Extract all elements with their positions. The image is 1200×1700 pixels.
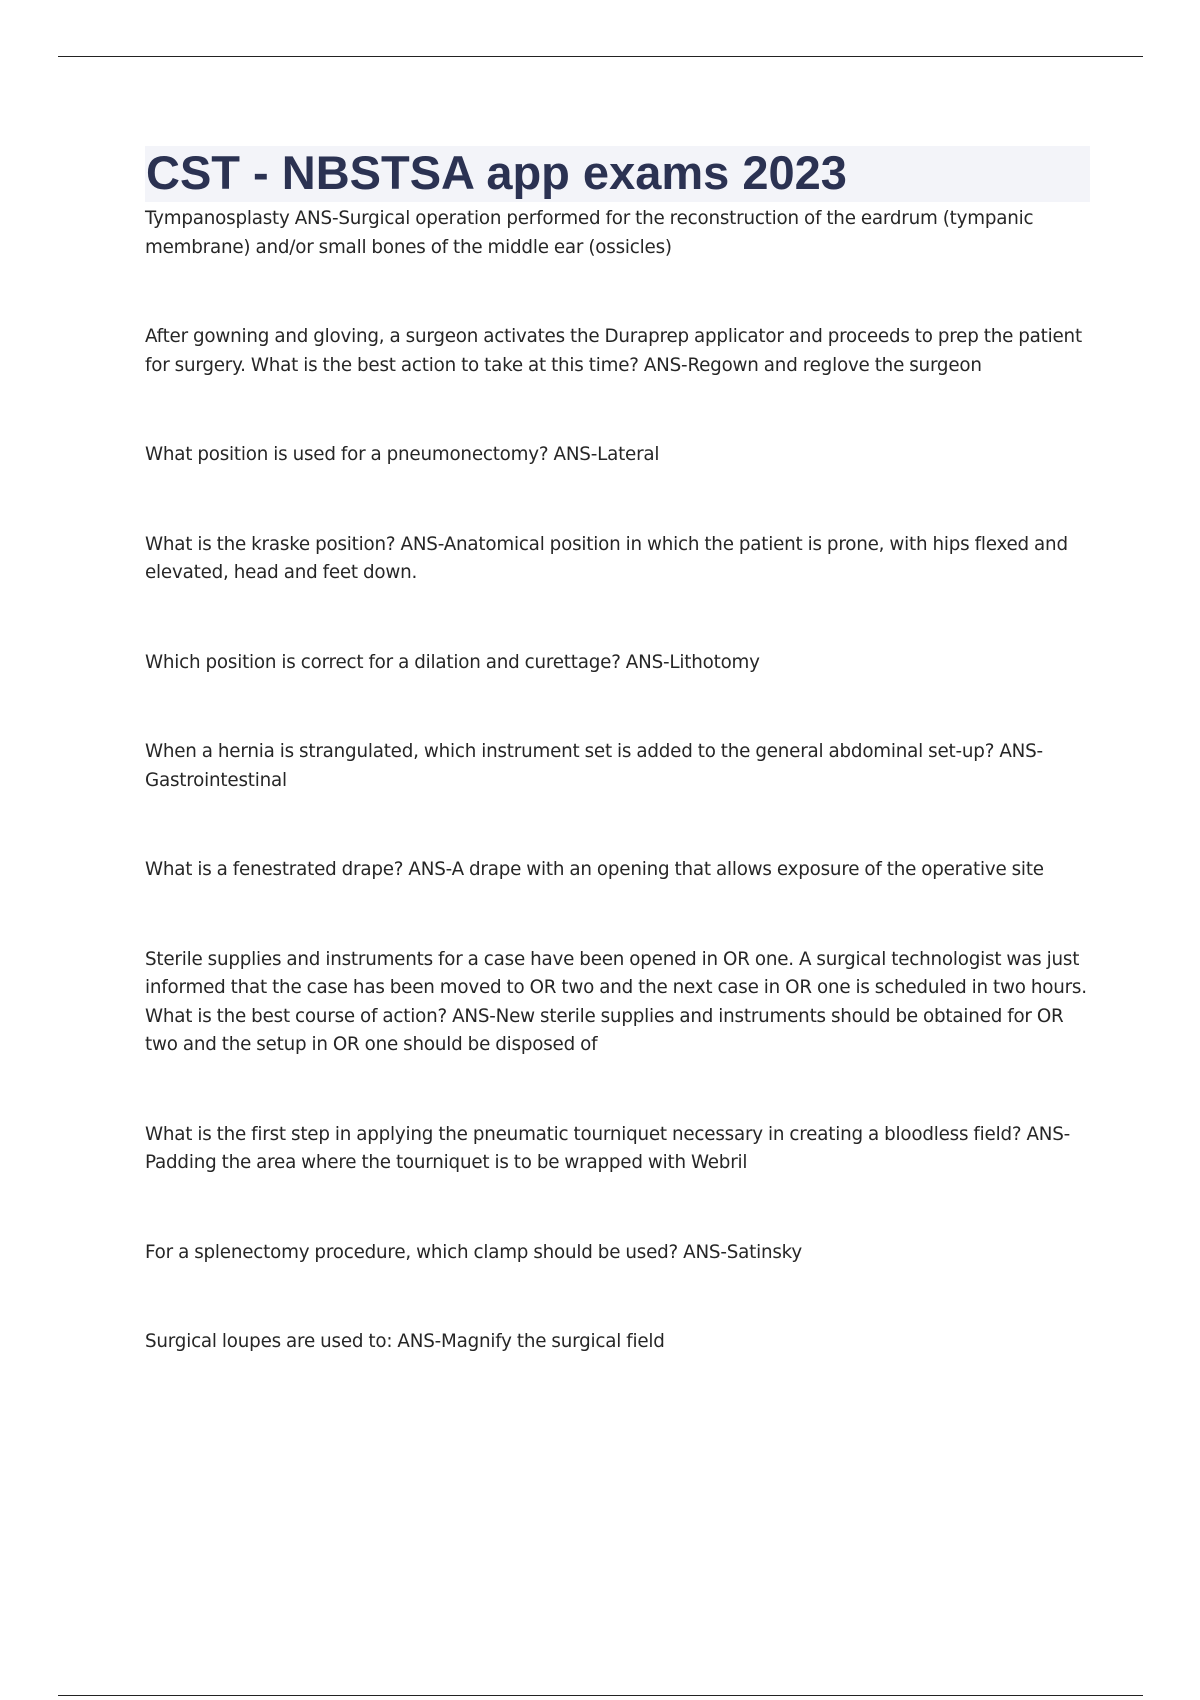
qa-list: [145, 205, 1090, 1357]
qa-item: Tympanosplasty ANS-Surgical operation performed for the reconstruction of the eardrum (tympanic membrane) and/or small bones of the middle ear (ossicles): [145, 208, 1034, 258]
qa-item: For a splenectomy procedure, which clamp should be used? ANS-Satinsky: [145, 1241, 803, 1263]
document-title: CST - NBSTSA app exams 2023: [146, 146, 847, 199]
qa-item: After gowning and gloving, a surgeon activates the Duraprep applicator and proceeds to prep the patient for surgery. What is the best action to take at this time? ANS-Regown and reglove the surgeon: [145, 326, 1082, 376]
title-band: [145, 146, 1090, 202]
qa-item: Surgical loupes are used to: ANS-Magnify the surgical field: [145, 1331, 665, 1352]
qa-item: Sterile supplies and instruments for a case have been opened in OR one. A surgical technologist was just informed that the case has been moved to OR two and the next case in OR one is scheduled in two hours. What is the best course of action? ANS-New sterile supplies and instruments should be obtained for OR two and the setup in OR one should be disposed of: [145, 948, 1087, 1055]
footer-rule: [58, 1695, 1143, 1696]
qa-item: What is a fenestrated drape? ANS-A drape with an opening that allows exposure of the operative site: [145, 859, 1044, 880]
qa-item: What is the kraske position? ANS-Anatomical position in which the patient is prone, with hips flexed and elevated, head and feet down.: [145, 533, 1068, 583]
document-body: [145, 146, 1090, 1418]
header-rule: [58, 56, 1143, 57]
qa-item: What position is used for a pneumonectomy? ANS-Lateral: [145, 444, 660, 465]
qa-item: Which position is correct for a dilation and curettage? ANS-Lithotomy: [145, 651, 760, 673]
qa-item: What is the first step in applying the pneumatic tourniquet necessary in creating a bloodless field? ANS-Padding the area where the tourniquet is to be wrapped with Webril: [145, 1123, 1071, 1173]
qa-item: When a hernia is strangulated, which instrument set is added to the general abdominal set-up? ANS-Gastrointestinal: [145, 741, 1043, 791]
